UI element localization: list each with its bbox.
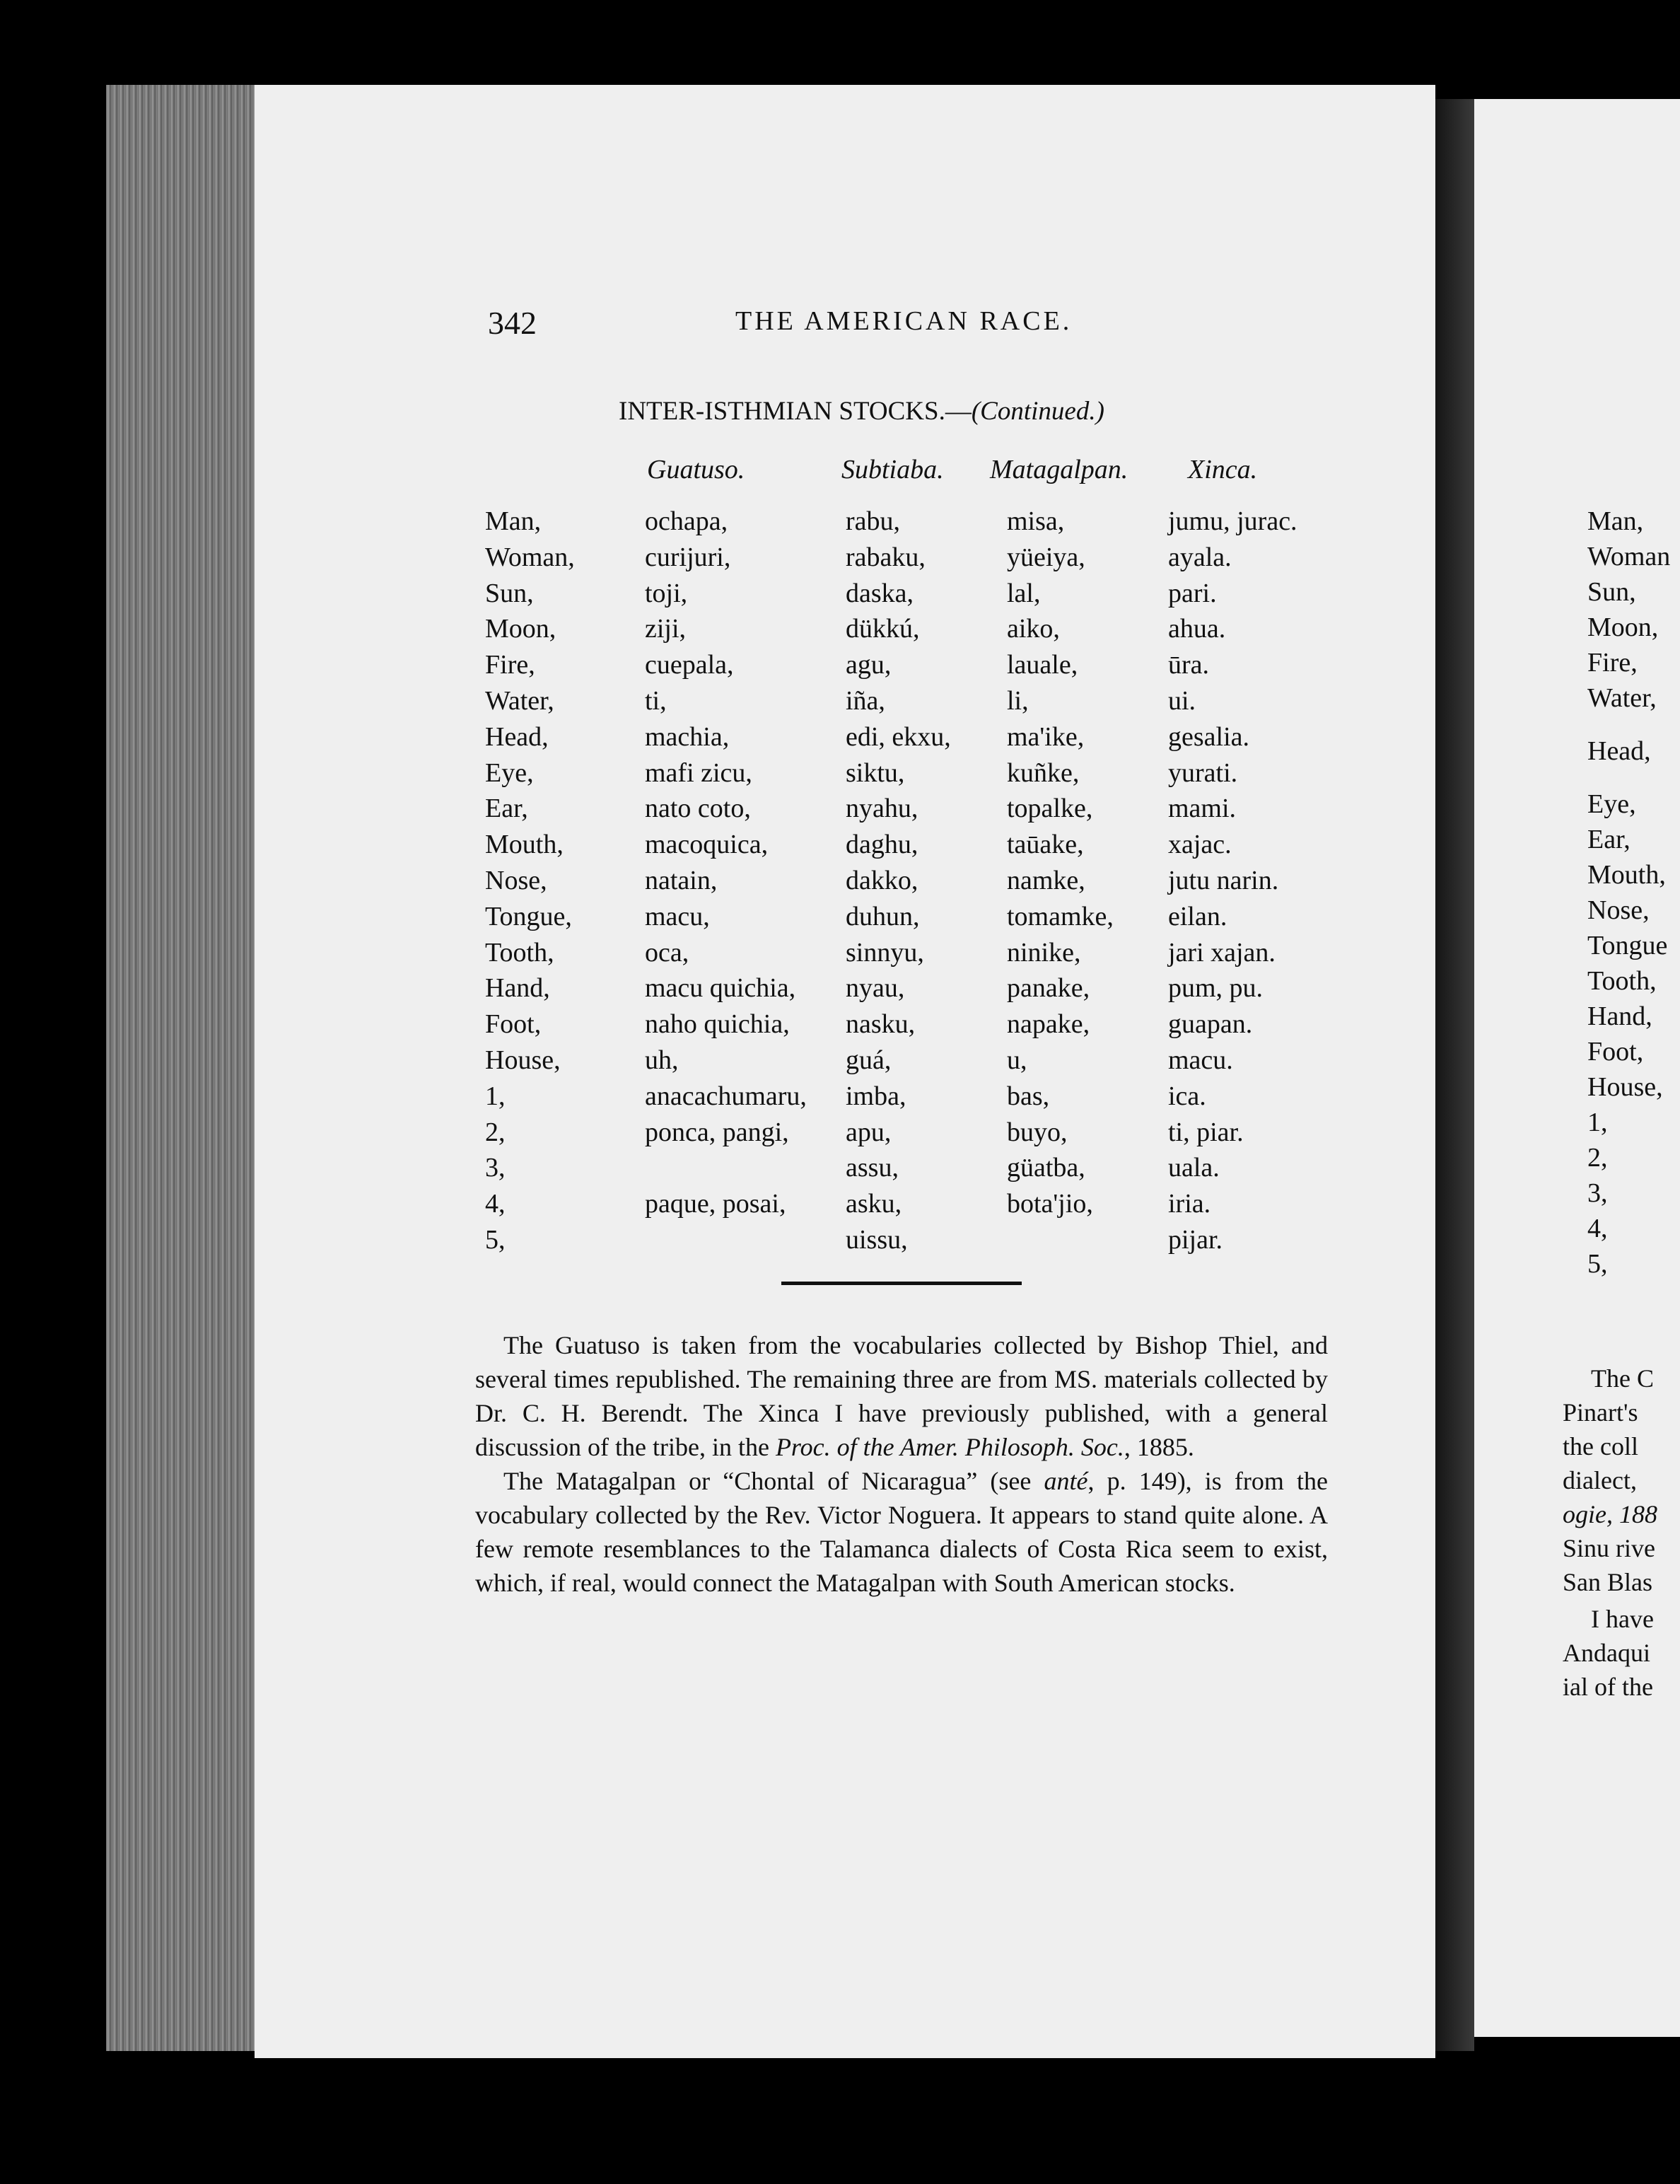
facing-word: 5,	[1587, 1249, 1608, 1279]
facing-word: Eye,	[1587, 789, 1636, 819]
cell-guatuso: nato coto,	[645, 794, 751, 824]
facing-word: House,	[1587, 1072, 1663, 1102]
cell-guatuso: macu,	[645, 901, 710, 931]
cell-subtiaba: iña,	[846, 686, 885, 716]
cell-xinca: ahua.	[1168, 614, 1226, 644]
cell-xinca: ūra.	[1168, 650, 1210, 680]
cell-matagalpan: lauale,	[1007, 650, 1078, 680]
facing-word: Tooth,	[1587, 966, 1657, 996]
cell-subtiaba: daghu,	[846, 830, 918, 860]
facing-text-line: The C	[1591, 1364, 1654, 1393]
para2-text-b: , p. 149), is from the vocabulary collected by the Rev. Victor Noguera. It appears to stand quite alone. A few remote resemblances to the Talamanca dialects of Costa Rica seem to exist, which, if real, would connect the Matagalpan with South American stocks.	[475, 1467, 1328, 1597]
cell-xinca: jutu narin.	[1168, 866, 1279, 895]
cell-guatuso: paque, posai,	[645, 1189, 786, 1219]
cell-subtiaba: rabaku,	[846, 542, 926, 572]
facing-word: Fire,	[1587, 648, 1638, 678]
facing-word: Tongue	[1587, 931, 1668, 960]
cell-matagalpan: ma'ike,	[1007, 721, 1085, 752]
cell-word: Hand,	[485, 973, 550, 1004]
cell-matagalpan: buyo,	[1007, 1117, 1068, 1147]
cell-word: 3,	[485, 1153, 506, 1183]
cell-xinca: ayala.	[1168, 542, 1232, 572]
facing-text-line: ogie, 188	[1563, 1500, 1657, 1528]
section-title	[619, 396, 1104, 426]
cell-matagalpan: panake,	[1007, 973, 1090, 1004]
cell-word: Head,	[485, 721, 549, 752]
facing-text-line: Andaqui	[1563, 1639, 1650, 1667]
cell-word: Woman,	[485, 542, 575, 572]
cell-word: Sun,	[485, 578, 534, 608]
cell-word: 1,	[485, 1081, 506, 1111]
cell-subtiaba: rabu,	[846, 506, 901, 536]
cell-subtiaba: assu,	[846, 1153, 899, 1183]
cell-word: 2,	[485, 1117, 506, 1147]
cell-matagalpan: bas,	[1007, 1081, 1050, 1111]
facing-word: Moon,	[1587, 612, 1659, 642]
cell-xinca: jumu, jurac.	[1168, 506, 1297, 536]
cell-guatuso: ochapa,	[645, 506, 728, 536]
cell-guatuso: mafi zicu,	[645, 757, 752, 788]
cell-matagalpan: taūake,	[1007, 830, 1084, 860]
cell-matagalpan: kuñke,	[1007, 757, 1080, 788]
cell-matagalpan: u,	[1007, 1045, 1027, 1075]
paragraph-sources	[475, 1328, 1328, 1600]
cell-subtiaba: agu,	[846, 650, 892, 680]
cell-subtiaba: uissu,	[846, 1225, 908, 1255]
left-page	[255, 85, 1435, 2058]
cell-subtiaba: imba,	[846, 1081, 906, 1111]
cell-guatuso: macu quichia,	[645, 973, 796, 1004]
facing-word: Water,	[1587, 683, 1657, 713]
cell-guatuso: ziji,	[645, 614, 687, 644]
facing-text-line: ial of the	[1563, 1673, 1653, 1701]
column-header-xinca: Xinca.	[1188, 455, 1258, 484]
cell-xinca: mami.	[1168, 794, 1237, 824]
cell-guatuso: oca,	[645, 937, 689, 968]
cell-word: 5,	[485, 1225, 506, 1255]
cell-word: Tongue,	[485, 901, 572, 931]
book-gutter	[1435, 99, 1474, 2051]
cell-word: Moon,	[485, 614, 556, 644]
cell-subtiaba: asku,	[846, 1189, 902, 1219]
cell-matagalpan: güatba,	[1007, 1153, 1085, 1183]
column-header-guatuso: Guatuso.	[647, 455, 745, 484]
facing-word: Woman	[1587, 542, 1671, 571]
cell-word: Man,	[485, 506, 542, 536]
cell-guatuso: machia,	[645, 721, 730, 752]
cell-matagalpan: li,	[1007, 686, 1029, 716]
cell-word: 4,	[485, 1189, 506, 1219]
cell-subtiaba: nyahu,	[846, 794, 918, 824]
facing-word: Sun,	[1587, 577, 1636, 607]
page-number: 342	[488, 305, 537, 341]
cell-xinca: pum, pu.	[1168, 973, 1264, 1004]
facing-text-line: I have	[1591, 1605, 1654, 1633]
facing-word: Mouth,	[1587, 860, 1666, 890]
facing-text-line: Pinart's	[1563, 1398, 1638, 1427]
para2-ante: anté	[1044, 1467, 1088, 1495]
cell-guatuso: anacachumaru,	[645, 1081, 807, 1111]
facing-word: 2,	[1587, 1143, 1608, 1173]
cell-subtiaba: apu,	[846, 1117, 892, 1147]
cell-guatuso: ponca, pangi,	[645, 1117, 789, 1147]
cell-xinca: macu.	[1168, 1045, 1233, 1075]
cell-matagalpan: ninike,	[1007, 937, 1081, 968]
cell-xinca: uala.	[1168, 1153, 1220, 1183]
column-header-subtiaba: Subtiaba.	[841, 455, 944, 484]
cell-subtiaba: sinnyu,	[846, 937, 924, 968]
cell-subtiaba: nyau,	[846, 973, 905, 1004]
cell-matagalpan: misa,	[1007, 506, 1065, 536]
cell-xinca: eilan.	[1168, 901, 1227, 931]
book-edge	[106, 85, 258, 2051]
cell-word: Eye,	[485, 757, 534, 788]
para1-citation: Proc. of the Amer. Philosoph. Soc.	[775, 1433, 1124, 1461]
cell-word: House,	[485, 1045, 561, 1075]
para1-text-a: The Guatuso is taken from the vocabularies collected by Bishop Thiel, and several times republished. The remaining three are from MS. materials collected by Dr. C. H. Berendt. The Xinca I have previously published, with a general discussion of the tribe, in the	[475, 1331, 1328, 1461]
cell-subtiaba: siktu,	[846, 757, 905, 788]
para1-text-b: , 1885.	[1124, 1433, 1194, 1461]
cell-guatuso: naho quichia,	[645, 1009, 790, 1040]
right-page	[1474, 99, 1680, 2037]
cell-matagalpan: bota'jio,	[1007, 1189, 1093, 1219]
cell-subtiaba: edi, ekxu,	[846, 721, 951, 752]
cell-xinca: pari.	[1168, 578, 1217, 608]
cell-word: Tooth,	[485, 937, 554, 968]
running-title: THE AMERICAN RACE.	[735, 306, 1073, 336]
cell-xinca: ui.	[1168, 686, 1196, 716]
cell-word: Ear,	[485, 794, 528, 824]
cell-matagalpan: namke,	[1007, 866, 1085, 895]
cell-guatuso: cuepala,	[645, 650, 734, 680]
cell-subtiaba: dükkú,	[846, 614, 920, 644]
facing-word: Head,	[1587, 736, 1651, 766]
facing-text-line: the coll	[1563, 1432, 1638, 1460]
cell-matagalpan: aiko,	[1007, 614, 1060, 644]
facing-text-line: dialect,	[1563, 1466, 1637, 1494]
cell-subtiaba: nasku,	[846, 1009, 916, 1040]
facing-word: 1,	[1587, 1108, 1608, 1137]
facing-word: 4,	[1587, 1214, 1608, 1243]
facing-word: Hand,	[1587, 1001, 1652, 1031]
cell-xinca: yurati.	[1168, 757, 1238, 788]
facing-text-line: San Blas	[1563, 1568, 1653, 1596]
cell-xinca: gesalia.	[1168, 721, 1250, 752]
facing-word: Foot,	[1587, 1037, 1644, 1067]
cell-xinca: jari xajan.	[1168, 937, 1276, 968]
cell-xinca: pijar.	[1168, 1225, 1223, 1255]
cell-word: Mouth,	[485, 830, 564, 860]
cell-matagalpan: lal,	[1007, 578, 1041, 608]
cell-subtiaba: guá,	[846, 1045, 892, 1075]
cell-xinca: iria.	[1168, 1189, 1211, 1219]
cell-xinca: xajac.	[1168, 830, 1232, 860]
facing-word: Man,	[1587, 506, 1644, 536]
column-header-matagalpan: Matagalpan.	[990, 455, 1128, 484]
cell-guatuso: macoquica,	[645, 830, 769, 860]
cell-word: Foot,	[485, 1009, 542, 1040]
cell-word: Fire,	[485, 650, 535, 680]
facing-word: Ear,	[1587, 825, 1631, 854]
cell-matagalpan: tomamke,	[1007, 901, 1114, 931]
cell-subtiaba: dakko,	[846, 866, 918, 895]
cell-guatuso: uh,	[645, 1045, 679, 1075]
facing-word: 3,	[1587, 1178, 1608, 1208]
cell-matagalpan: napake,	[1007, 1009, 1090, 1040]
cell-guatuso: toji,	[645, 578, 688, 608]
cell-subtiaba: duhun,	[846, 901, 920, 931]
section-divider	[781, 1282, 1022, 1285]
section-title-main: INTER-ISTHMIAN STOCKS.—	[619, 397, 972, 426]
cell-guatuso: natain,	[645, 866, 718, 895]
section-title-suffix: (Continued.)	[971, 397, 1104, 426]
cell-word: Water,	[485, 686, 554, 716]
cell-xinca: ica.	[1168, 1081, 1206, 1111]
cell-word: Nose,	[485, 866, 547, 895]
cell-xinca: guapan.	[1168, 1009, 1253, 1040]
para2-text-a: The Matagalpan or “Chontal of Nicaragua” (see	[503, 1467, 1044, 1495]
facing-word: Nose,	[1587, 895, 1650, 925]
facing-text-line: Sinu rive	[1563, 1534, 1655, 1562]
cell-matagalpan: yüeiya,	[1007, 542, 1085, 572]
cell-subtiaba: daska,	[846, 578, 914, 608]
cell-guatuso: ti,	[645, 686, 667, 716]
cell-xinca: ti, piar.	[1168, 1117, 1244, 1147]
cell-matagalpan: topalke,	[1007, 794, 1093, 824]
cell-guatuso: curijuri,	[645, 542, 731, 572]
